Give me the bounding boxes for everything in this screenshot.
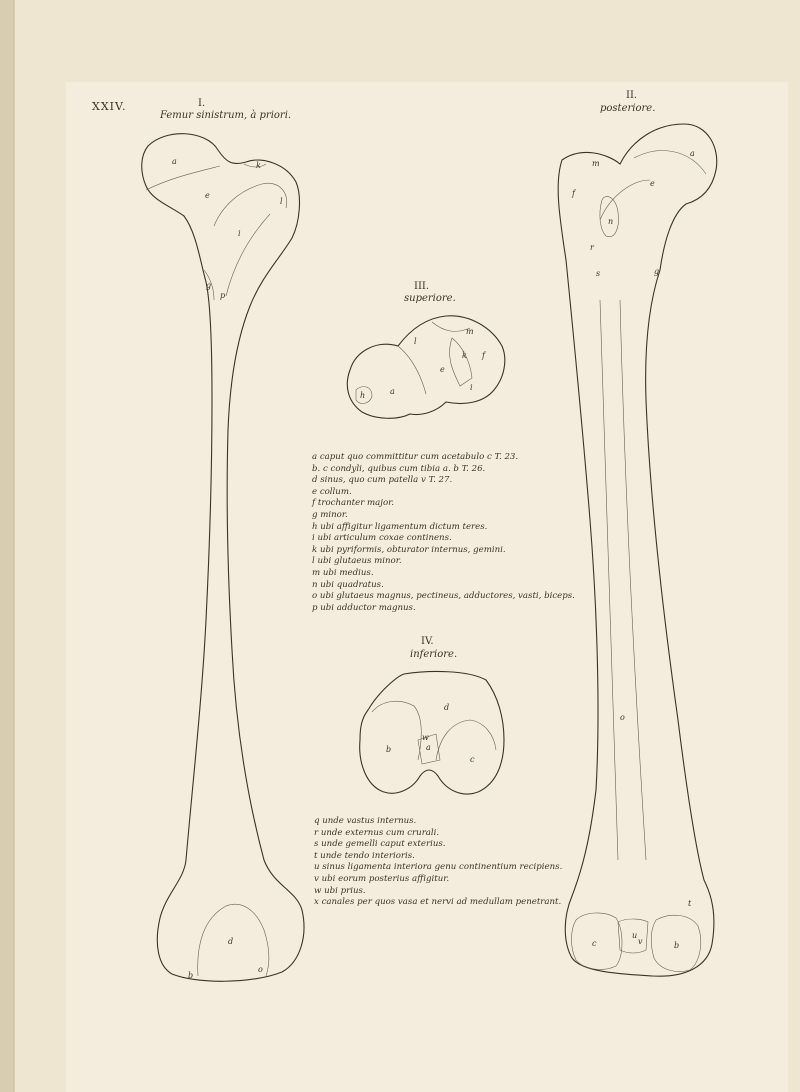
fig1-label-b: b bbox=[188, 971, 194, 980]
legend-line: b. c condyli, quibus cum tibia a. b T. 26. bbox=[312, 463, 486, 474]
fig1-label-k: k bbox=[256, 161, 261, 170]
legend-line: i ubi articulum coxae continens. bbox=[312, 533, 452, 544]
fig3-label-e: e bbox=[440, 365, 445, 374]
fig2-label-o: o bbox=[620, 713, 625, 722]
legend-line: l ubi glutaeus minor. bbox=[312, 556, 402, 567]
fig3-label-k: k bbox=[462, 351, 467, 360]
legend-line: v ubi eorum posterius affigitur. bbox=[314, 873, 450, 884]
fig4-label-c: c bbox=[470, 755, 475, 764]
figure-2-femur-posterior bbox=[558, 124, 717, 976]
legend-line: u sinus ligamenta interiora genu continentium recipiens. bbox=[314, 862, 563, 873]
fig3-label-i: i bbox=[470, 383, 473, 392]
fig3-label-h: h bbox=[360, 391, 366, 400]
fig2-label-r: r bbox=[590, 243, 594, 252]
legend-line: o ubi glutaeus magnus, pectineus, adductores, vasti, biceps. bbox=[312, 591, 575, 602]
legend-line: d sinus, quo cum patella v T. 27. bbox=[312, 475, 453, 486]
legend-lower bbox=[314, 816, 562, 909]
fig2-label-v: v bbox=[638, 937, 643, 946]
fig2-label-g: g bbox=[654, 267, 660, 276]
legend-line: h ubi affigitur ligamentum dictum teres. bbox=[312, 521, 488, 532]
fig3-label-l: l bbox=[414, 337, 417, 346]
fig4-label-a: a bbox=[426, 743, 431, 752]
legend-line: g minor. bbox=[312, 509, 348, 520]
figure-4-femur-inferior bbox=[360, 672, 504, 795]
legend-upper bbox=[312, 452, 575, 614]
fig2-label-n: n bbox=[608, 217, 614, 226]
figure-4-caption: inferiore. bbox=[410, 649, 458, 660]
figure-2-caption: posteriore. bbox=[600, 103, 656, 114]
fig1-label-e: e bbox=[205, 191, 210, 200]
fig1-label-o: o bbox=[258, 965, 263, 974]
figure-3-caption: superiore. bbox=[404, 293, 456, 304]
figure-3-femur-superior bbox=[347, 316, 505, 418]
legend-line: s unde gemelli caput exterius. bbox=[314, 839, 446, 850]
legend-line: a caput quo committitur cum acetabulo c T. 23. bbox=[312, 452, 519, 462]
legend-line: x canales per quos vasa et nervi ad medullam penetrant. bbox=[314, 897, 562, 908]
fig2-label-e: e bbox=[650, 179, 655, 188]
legend-line: r unde externus cum crurali. bbox=[314, 827, 440, 838]
fig4-label-b: b bbox=[386, 745, 392, 754]
fig1-label-i: i bbox=[238, 229, 241, 238]
fig1-label-g: g bbox=[206, 281, 212, 290]
legend-line: p ubi adductor magnus. bbox=[312, 602, 416, 613]
fig1-label-p: p bbox=[220, 291, 226, 300]
legend-line: n ubi quadratus. bbox=[312, 579, 384, 590]
plate-number: XXIV. bbox=[92, 100, 127, 113]
legend-line: e collum. bbox=[312, 486, 352, 497]
fig3-label-a: a bbox=[390, 387, 395, 396]
figure-4-number: IV. bbox=[421, 636, 434, 647]
legend-line: t unde tendo interioris. bbox=[314, 850, 415, 861]
fig2-label-s: s bbox=[596, 269, 601, 278]
fig4-label-w: w bbox=[422, 733, 429, 742]
fig2-label-c: c bbox=[592, 939, 597, 948]
fig2-label-b: b bbox=[674, 941, 680, 950]
figure-3-number: III. bbox=[414, 281, 430, 292]
legend-line: q unde vastus internus. bbox=[314, 816, 417, 826]
fig1-label-l: l bbox=[280, 197, 283, 206]
legend-line: f trochanter major. bbox=[312, 498, 395, 509]
legend-line: k ubi pyriformis, obturator internus, gemini. bbox=[312, 544, 506, 555]
legend-line: w ubi prius. bbox=[314, 885, 366, 896]
fig2-label-f: f bbox=[572, 189, 575, 198]
legend-line: m ubi medius. bbox=[312, 567, 374, 578]
fig1-label-a: a bbox=[172, 157, 177, 166]
fig2-label-t: t bbox=[688, 899, 692, 908]
fig2-label-a: a bbox=[690, 149, 695, 158]
figure-1-femur-anterior bbox=[142, 134, 304, 982]
fig3-label-f: f bbox=[482, 351, 485, 360]
figure-1-number: I. bbox=[198, 98, 206, 109]
fig3-label-m: m bbox=[466, 327, 474, 336]
fig1-label-d: d bbox=[228, 937, 234, 946]
figure-1-caption: Femur sinistrum, à priori. bbox=[160, 110, 292, 121]
fig2-label-m: m bbox=[592, 159, 600, 168]
figure-2-number: II. bbox=[626, 90, 638, 101]
fig4-label-d: d bbox=[444, 703, 450, 712]
fig2-label-u: u bbox=[632, 931, 638, 940]
